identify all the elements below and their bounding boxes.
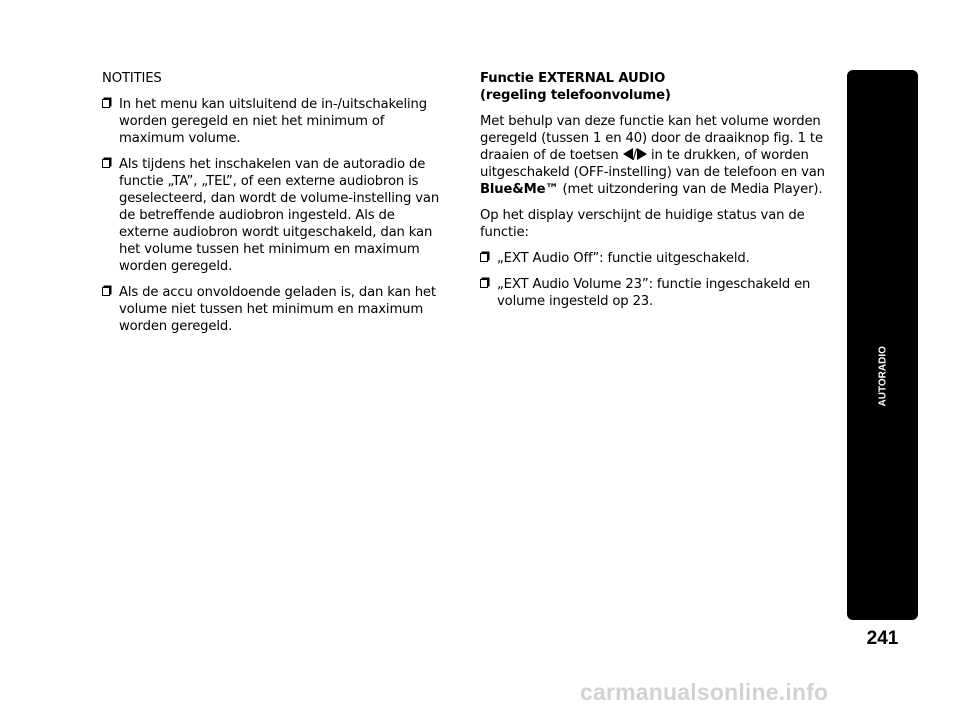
- checkbox-bullet-icon: [480, 253, 488, 262]
- checkbox-bullet-icon: [480, 279, 488, 288]
- watermark: carmanualsonline.info: [580, 679, 829, 705]
- list-item: „EXT Audio Off”: functie uitgeschakeld.: [480, 250, 830, 267]
- status-list: [480, 250, 830, 310]
- left-column: [102, 70, 447, 335]
- checkbox-bullet-icon: [102, 159, 110, 168]
- list-item: Als de accu onvoldoende geladen is, dan kan het volume niet tussen het minimum en maximum worden geregeld.: [102, 284, 447, 335]
- list-item: „EXT Audio Volume 23”: functie ingeschakeld en volume ingesteld op 23.: [480, 276, 830, 310]
- list-item: In het menu kan uitsluitend de in-/uitschakeling worden geregeld en niet het minimum of maximum volume.: [102, 96, 447, 147]
- right-column: [480, 70, 830, 310]
- description-paragraph: Met behulp van deze functie kan het volume worden geregeld (tussen 1 en 40) door de draaiknop fig. 1 te draaien of de toetsen / in te drukken, of worden uitgeschakeld (OFF-instelling) van de telefoon en van Blue&Me™ (met uitzondering van de Media Player).: [480, 114, 825, 197]
- status-paragraph: Op het display verschijnt de huidige status van de functie:: [480, 208, 805, 240]
- checkbox-bullet-icon: [102, 99, 110, 108]
- chapter-tab: [847, 70, 918, 620]
- section-title-line2: (regeling telefoonvolume): [480, 88, 671, 103]
- page-number: 241: [866, 628, 899, 649]
- arrow-left-icon: [623, 148, 633, 160]
- notes-list: [102, 96, 447, 335]
- arrow-right-icon: [637, 148, 647, 160]
- chapter-tab-label: AUTORADIO: [877, 346, 889, 407]
- brand-name: Blue&Me™: [480, 182, 559, 197]
- section-title: [480, 70, 830, 104]
- list-item: Als tijdens het inschakelen van de autoradio de functie „TA”, „TEL”, of een externe audiobron is geselecteerd, dan wordt de volume-instelling van de betreffende audiobron ingesteld. Als de externe audiobron wordt uitgeschakeld, dan kan het volume tussen het minimum en maximum worden geregeld.: [102, 156, 447, 275]
- section-title-line1: Functie EXTERNAL AUDIO: [480, 71, 666, 86]
- notes-heading: NOTITIES: [102, 71, 162, 86]
- checkbox-bullet-icon: [102, 287, 110, 296]
